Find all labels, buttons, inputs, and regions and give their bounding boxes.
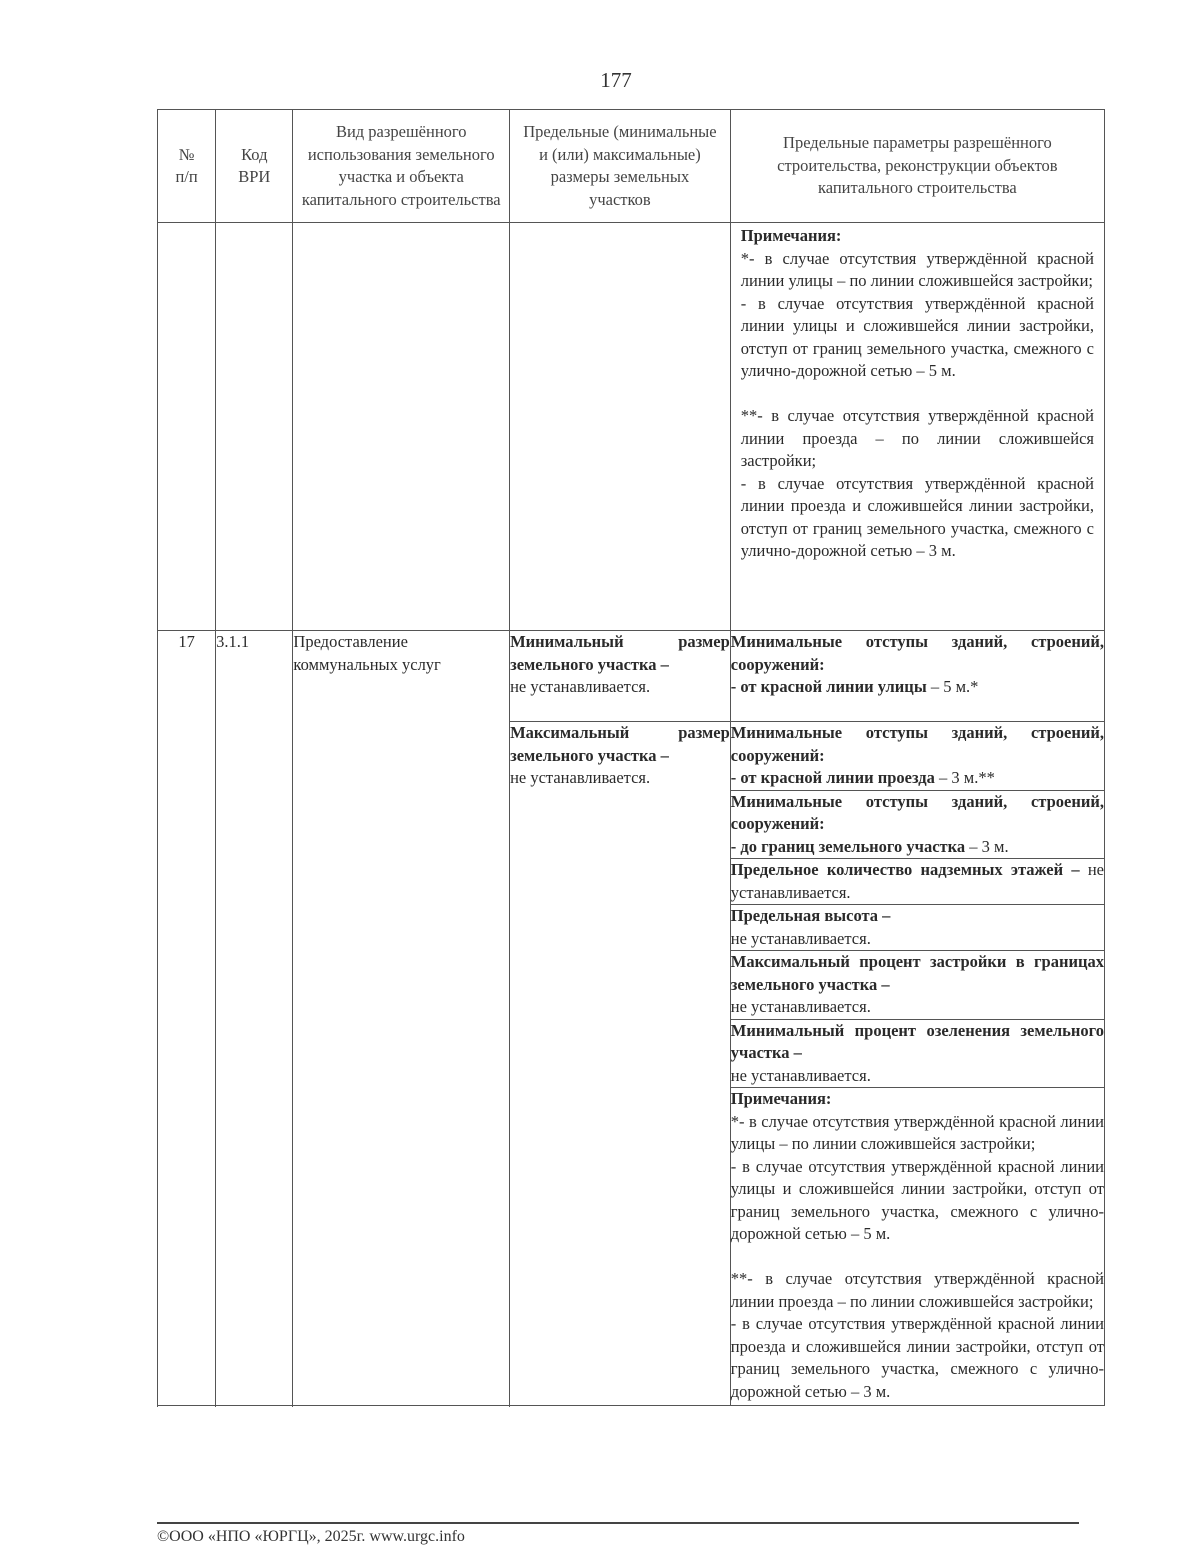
param-6-bold: Минимальный процент озеленения земельного участка – — [730, 1020, 1104, 1062]
table-row-17-a — [158, 631, 1105, 722]
continuation-note-line: *- в случае отсутствия утверждённой красной линии улицы – по линии сложившейся застройки; — [740, 248, 1094, 290]
row17-note-line: - в случае отсутствия утверждённой красной линии проезда и сложившейся линии застройки, отступ от границ земельного участка, смежного с улично-дорожной сетью – 3 м. — [730, 1314, 1104, 1401]
header-sizes: Предельные (минимальные и (или) максимальные) размеры земельных участков — [510, 110, 731, 223]
row17-notes — [731, 1088, 1104, 1403]
param-3-bold: Предельное количество надземных этажей – — [730, 860, 1080, 879]
param-5-normal: не устанавливается. — [730, 997, 871, 1016]
param-0-bold2: - от красной линии улицы — [730, 677, 927, 696]
row17-code: 3.1.1 — [216, 631, 293, 1406]
param-2-bold: Минимальные отступы зданий, строений, сооружений: — [730, 791, 1104, 833]
footer-divider — [157, 1522, 1079, 1524]
header-num: № п/п — [158, 110, 216, 223]
cont-notes-cell — [730, 223, 1104, 631]
header-params: Предельные параметры разрешённого строительства, реконструкции объектов капитального строительства — [730, 110, 1104, 223]
param-4-bold: Предельная высота – — [730, 906, 891, 925]
row17-max-size — [510, 722, 731, 1406]
header-vid: Вид разрешённого использования земельного участка и объекта капитального строительства — [293, 110, 510, 223]
param-2-bold2: - до границ земельного участка — [730, 836, 966, 856]
param-0-normal: – 5 м.* — [926, 677, 979, 696]
max-size-bold: Максимальный размер земельного участка – — [510, 723, 730, 765]
min-size-bold: Минимальный размер земельного участка – — [510, 632, 730, 674]
row17-param-0 — [730, 631, 1104, 722]
param-4-normal: не устанавливается. — [730, 928, 871, 948]
param-6-normal: не устанавливается. — [730, 1065, 871, 1085]
row17-note-line: **- в случае отсутствия утверждённой красной линии проезда – по линии сложившейся застройки; — [730, 1269, 1104, 1311]
param-1-bold: Минимальные отступы зданий, строений, сооружений: — [730, 723, 1104, 765]
row17-note-line — [731, 1246, 1104, 1269]
min-size-normal: не устанавливается. — [510, 677, 651, 696]
param-1-bold2: - от красной линии проезда — [730, 768, 935, 787]
regulations-table — [157, 109, 1105, 1406]
row17-param-4 — [730, 905, 1104, 951]
param-2-normal: – 3 м. — [965, 836, 1009, 856]
row17-param-2 — [730, 790, 1104, 859]
row17-param-1 — [730, 722, 1104, 791]
cont-vid-cell — [293, 223, 510, 631]
max-size-normal: не устанавливается. — [510, 768, 651, 787]
continuation-note-line — [741, 383, 1094, 406]
cont-num-cell — [158, 223, 216, 631]
param-3-normal: не устанавливается. — [730, 860, 1104, 902]
row17-param-3 — [730, 859, 1104, 905]
row17-note-line: *- в случае отсутствия утверждённой красной линии улицы – по линии сложившейся застройки; — [730, 1111, 1104, 1153]
continuation-note-line: **- в случае отсутствия утверждённой красной линии проезда – по линии сложившейся застройки; — [740, 406, 1094, 470]
header-code: Код ВРИ — [216, 110, 293, 223]
continuation-note-line: - в случае отсутствия утверждённой красной линии улицы и сложившейся линии застройки, отступ от границ земельного участка, смежного с улично-дорожной сетью – 5 м. — [740, 293, 1094, 380]
cont-size-cell — [510, 223, 731, 631]
continuation-note-title: Примечания: — [740, 226, 842, 245]
row17-num: 17 — [158, 631, 216, 1406]
footer-text: ©ООО «НПО «ЮРГЦ», 2025г. www.urgc.info — [157, 1528, 465, 1545]
row17-param-6 — [730, 1019, 1104, 1088]
cont-code-cell — [216, 223, 293, 631]
row17-param-5 — [730, 951, 1104, 1020]
table-row-continuation — [158, 223, 1105, 631]
param-1-normal: – 3 м.** — [934, 768, 995, 787]
page-number: 177 — [600, 68, 632, 92]
continuation-note-line: - в случае отсутствия утверждённой красной линии проезда и сложившейся линии застройки, отступ от границ земельного участка, смежного с улично-дорожной сетью – 3 м. — [740, 473, 1094, 560]
row17-notes-cell — [730, 1088, 1104, 1406]
row17-min-size — [510, 631, 731, 722]
param-0-bold: Минимальные отступы зданий, строений, сооружений: — [730, 632, 1104, 674]
row17-note-line: - в случае отсутствия утверждённой красной линии улицы и сложившейся линии застройки, отступ от границ земельного участка, смежного с улично-дорожной сетью – 5 м. — [730, 1156, 1104, 1243]
row17-note-title: Примечания: — [730, 1089, 832, 1108]
param-5-bold: Максимальный процент застройки в границах земельного участка – — [730, 952, 1104, 994]
table-header-row — [158, 110, 1105, 223]
continuation-notes — [731, 223, 1104, 565]
row17-vid: Предоставление коммунальных услуг — [293, 631, 510, 1406]
